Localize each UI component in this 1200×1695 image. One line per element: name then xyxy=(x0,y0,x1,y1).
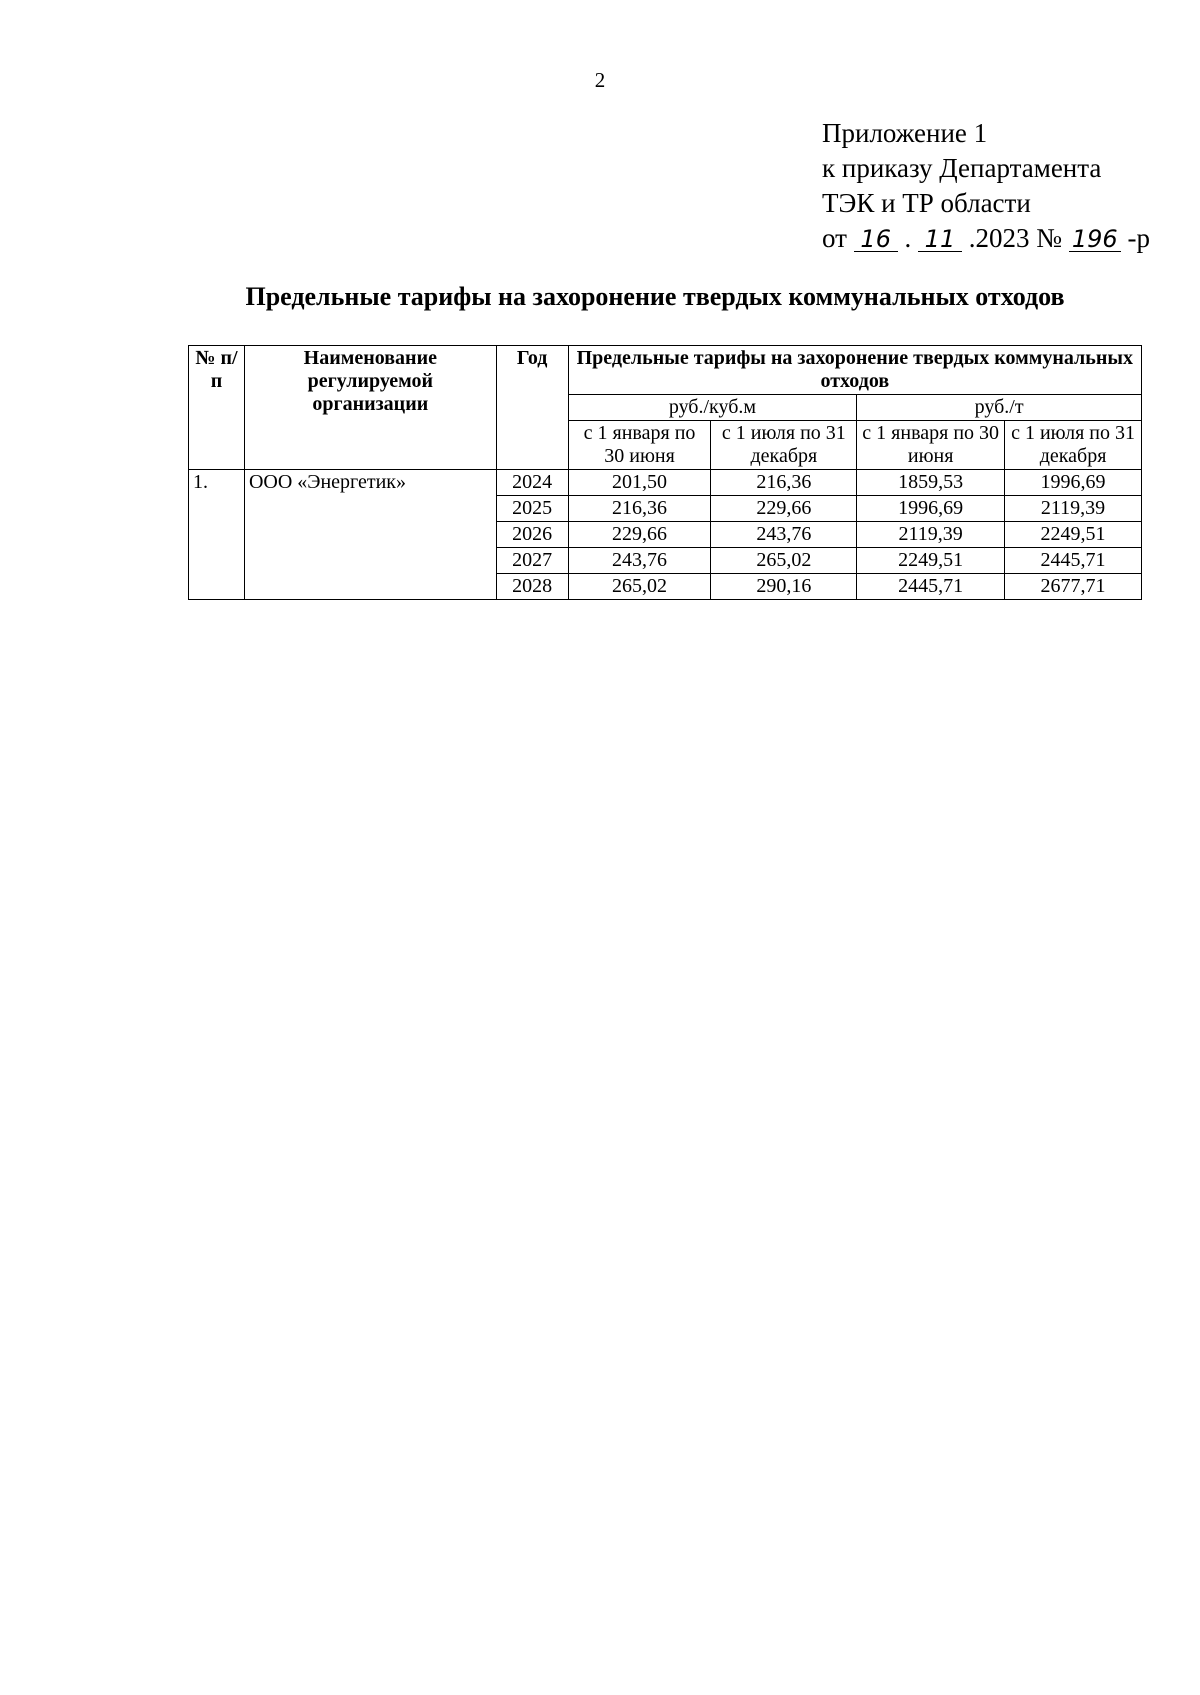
header-unit-cubic: руб./куб.м xyxy=(568,395,857,421)
header-period-jan-jun: с 1 января по 30 июня xyxy=(857,421,1005,470)
cell-value: 2119,39 xyxy=(857,522,1005,548)
cell-value: 201,50 xyxy=(568,470,711,496)
appendix-block xyxy=(822,116,1150,256)
appendix-line-1: Приложение 1 xyxy=(822,118,988,148)
date-year-number-label: .2023 № xyxy=(968,223,1062,253)
header-year: Год xyxy=(496,346,568,470)
order-suffix: -р xyxy=(1127,223,1150,253)
cell-value: 243,76 xyxy=(711,522,857,548)
cell-year: 2027 xyxy=(496,548,568,574)
cell-value: 265,02 xyxy=(711,548,857,574)
page-number: 2 xyxy=(594,68,606,92)
cell-value: 2445,71 xyxy=(1005,548,1142,574)
cell-value: 216,36 xyxy=(711,470,857,496)
cell-value: 265,02 xyxy=(568,574,711,600)
header-period-jul-dec: с 1 июля по 31 декабря xyxy=(1005,421,1142,470)
cell-value: 1859,53 xyxy=(857,470,1005,496)
cell-year: 2024 xyxy=(496,470,568,496)
handwritten-order-number: 196 xyxy=(1069,227,1121,252)
cell-value: 2677,71 xyxy=(1005,574,1142,600)
header-period-jan-jun: с 1 января по 30 июня xyxy=(568,421,711,470)
appendix-line-2: к приказу Департамента xyxy=(822,153,1102,183)
cell-value: 216,36 xyxy=(568,496,711,522)
document-title: Предельные тарифы на захоронение твердых коммунальных отходов xyxy=(245,282,1065,311)
table-row xyxy=(189,470,1142,496)
tariffs-table xyxy=(188,345,1142,600)
cell-value: 2445,71 xyxy=(857,574,1005,600)
cell-value: 2119,39 xyxy=(1005,496,1142,522)
appendix-line-3: ТЭК и ТР области xyxy=(822,188,1031,218)
cell-year: 2025 xyxy=(496,496,568,522)
cell-value: 229,66 xyxy=(711,496,857,522)
header-tariff-group: Предельные тарифы на захоронение твердых коммунальных отходов xyxy=(568,346,1141,395)
row-number: 1. xyxy=(189,470,245,600)
cell-value: 2249,51 xyxy=(857,548,1005,574)
cell-value: 2249,51 xyxy=(1005,522,1142,548)
cell-value: 1996,69 xyxy=(857,496,1005,522)
cell-year: 2028 xyxy=(496,574,568,600)
cell-year: 2026 xyxy=(496,522,568,548)
header-org: Наименование регулируемой организации xyxy=(244,346,496,470)
handwritten-day: 16 xyxy=(854,227,898,252)
cell-value: 229,66 xyxy=(568,522,711,548)
header-period-jul-dec: с 1 июля по 31 декабря xyxy=(711,421,857,470)
organization-name: ООО «Энергетик» xyxy=(244,470,496,600)
handwritten-month: 11 xyxy=(918,227,962,252)
date-prefix: от xyxy=(822,223,847,253)
cell-value: 243,76 xyxy=(568,548,711,574)
header-unit-ton: руб./т xyxy=(857,395,1142,421)
header-num: № п/п xyxy=(189,346,245,470)
cell-value: 1996,69 xyxy=(1005,470,1142,496)
cell-value: 290,16 xyxy=(711,574,857,600)
appendix-date-line: от 16 . 11 .2023 № 196 -р xyxy=(822,223,1150,253)
